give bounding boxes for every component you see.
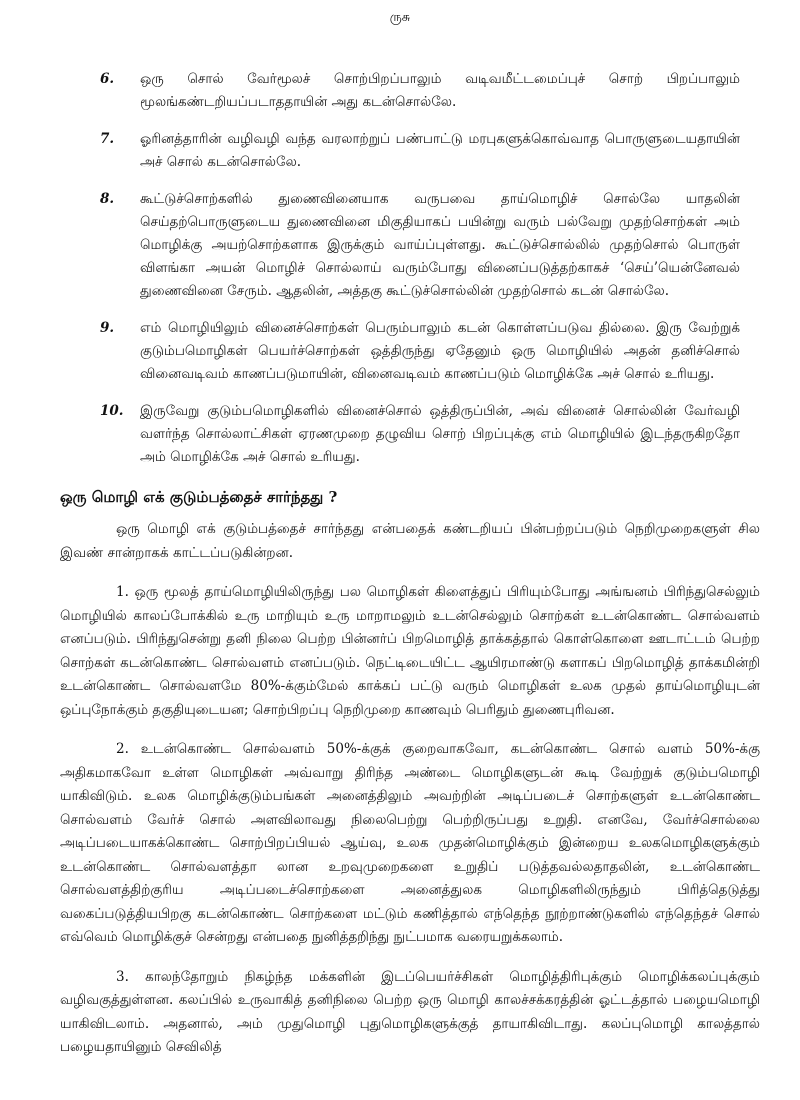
language-family-section — [60, 488, 760, 1076]
item-number: 10. — [100, 403, 124, 419]
item-number: 9. — [100, 320, 115, 336]
section-heading: ஒரு மொழி எக் குடும்பத்தைச் சார்ந்தது ? — [60, 488, 338, 506]
list-item — [100, 128, 740, 174]
item-text: கூட்டுச்சொற்களில் துணைவினையாக வருபவை தாய்மொழிச் சொல்லே யாதலின் செய்தற்பொருளுடைய துணைவினை மிகுதியாகப் பயின்று வரும் பல்வேறு முதற்சொற்கள் அம் மொழிக்கு அயற்சொற்களாக இருக்கும் வாய்ப்புள்ளது. கூட்டுச்சொல்லில் முதற்சொல் பொருள் விளங்கா அயன் மொழிச் சொல்லாய் வரும்போது வினைப்படுத்தற்காகச் ‘செய்’யென்னேவல் துணைவினை சேரும். ஆதலின், அத்தகு கூட்டுச்சொல்லின் முதற்சொல் கடன் சொல்லே. — [140, 191, 740, 299]
list-item — [100, 400, 740, 469]
item-number: 8. — [100, 191, 115, 207]
list-item — [100, 68, 740, 114]
item-text: ஒரு சொல் வேர்மூலச் சொற்பிறப்பாலும் வடிவமீட்டமைப்புச் சொற் பிறப்பாலும் மூலங்கண்டறியப்படாததாயின் அது கடன்சொல்லே. — [140, 71, 740, 110]
list-item — [100, 188, 740, 303]
body-paragraph: 2. உடன்கொண்ட சொல்வளம் 50%-க்குக் குறைவாகவோ, கடன்கொண்ட சொல் வளம் 50%-க்கு அதிகமாகவோ உள்ள மொழிகள் அவ்வாறு திரிந்த அண்டை மொழிகளுடன் கூடி வேற்றுக் குடும்பமொழி யாகிவிடும். உலக மொழிக்குடும்பங்கள் அனைத்திலும் அவற்றின் அடிப்படைச் சொற்களுள் உடன்கொண்ட சொல்வளம் வேர்ச் சொல் அளவிலாவது நிலைபெற்று பெற்றிருப்பது உறுதி. எனவே, வேர்ச்சொல்லை அடிப்படையாகக்கொண்ட சொற்பிறப்பியல் ஆய்வு, உலக முதன்மொழிக்கும் இன்றைய உலகமொழிகளுக்கும் உடன்கொண்ட சொல்வளத்தா லான உறவுமுறைகளை உறுதிப் படுத்தவல்லதாதலின், உடன்கொண்ட சொல்வளத்திற்குரிய அடிப்படைச்சொற்களை அனைத்துலக மொழிகளிலிருந்தும் பிரித்தெடுத்து வகைப்படுத்தியபிறகு கடன்கொண்ட சொற்களை மட்டும் கணித்தால் எந்தெந்த நூற்றாண்டுகளில் எந்தெந்தச் சொல் எவ்வெம் மொழிக்குச் சென்றது என்பதை நுனித்தறிந்து நுட்பமாக வரையறுக்கலாம். — [60, 741, 760, 945]
item-text: இருவேறு குடும்பமொழிகளில் வினைச்சொல் ஒத்திருப்பின், அவ் வினைச் சொல்லின் வேர்வழி வளர்ந்த சொல்லாட்சிகள் ஏரணமுறை தழுவிய சொற் பிறப்புக்கு எம் மொழியில் இடந்தருகிறதோ அம் மொழிக்கே அச் சொல் உரியது. — [140, 403, 740, 465]
item-number: 7. — [100, 131, 115, 147]
intro-paragraph: ஒரு மொழி எக் குடும்பத்தைச் சார்ந்தது என்பதைக் கண்டறியப் பின்பற்றப்படும் நெறிமுறைகளுள் சில இவண் சான்றாகக் காட்டப்படுகின்றன. — [60, 521, 760, 561]
item-text: எம் மொழியிலும் வினைச்சொற்கள் பெரும்பாலும் கடன் கொள்ளப்படுவ தில்லை. இரு வேற்றுக் குடும்பமொழிகள் பெயர்ச்சொற்கள் ஒத்திருந்து ஏதேனும் ஒரு மொழியில் அதன் தனிச்சொல் வினைவடிவம் காணப்படுமாயின், வினைவடிவம் காணப்படும் மொழிக்கே அச் சொல் உரியது. — [140, 320, 740, 382]
body-paragraph: 1. ஒரு மூலத் தாய்மொழியிலிருந்து பல மொழிகள் கிளைத்துப் பிரியும்போது அங்ஙனம் பிரிந்துசெல்லும் மொழியில் காலப்போக்கில் உரு மாறியும் உரு மாறாமலும் உடன்செல்லும் சொற்கள் உடன்கொண்ட சொல்வளம் எனப்படும். பிரிந்துசென்று தனி நிலை பெற்ற பின்னர்ப் பிறமொழித் தாக்கத்தால் கொள்கொளை ஊடாட்டம் பெற்ற சொற்கள் கடன்கொண்ட சொல்வளம் எனப்படும். நெட்டிடையிட்ட ஆயிரமாண்டு களாகப் பிறமொழித் தாக்கமின்றி உடன்கொண்ட சொல்வளமே 80%-க்கும்மேல் காக்கப் பட்டு வரும் மொழிகள் உலக முதல் தாய்மொழியுடன் ஒப்புநோக்கும் தகுதியுடையன; சொற்பிறப்பு நெறிமுறை காணவும் பெரிதும் துணைபுரிவன. — [60, 584, 760, 718]
list-item — [100, 317, 740, 386]
body-paragraph: 3. காலந்தோறும் நிகழ்ந்த மக்களின் இடப்பெயர்ச்சிகள் மொழித்திரிபுக்கும் மொழிக்கலப்புக்கும் வழிவகுத்துள்ளன. கலப்பில் உருவாகித் தனிநிலை பெற்ற ஒரு மொழி காலச்சக்கரத்தின் ஓட்டத்தால் பழையமொழி யாகிவிடலாம். அதனால், அம் முதுமொழி புதுமொழிகளுக்குத் தாயாகிவிடாது. கலப்புமொழி காலத்தால் பழையதாயினும் செவிலித் — [60, 968, 760, 1055]
numbered-criteria-list — [100, 68, 740, 483]
item-text: ஓரினத்தாரின் வழிவழி வந்த வரலாற்றுப் பண்பாட்டு மரபுகளுக்கொவ்வாத பொருளுடையதாயின் அச் சொல் கடன்சொல்லே. — [140, 131, 740, 170]
item-number: 6. — [100, 71, 115, 87]
page-number: ருசு — [389, 10, 411, 25]
